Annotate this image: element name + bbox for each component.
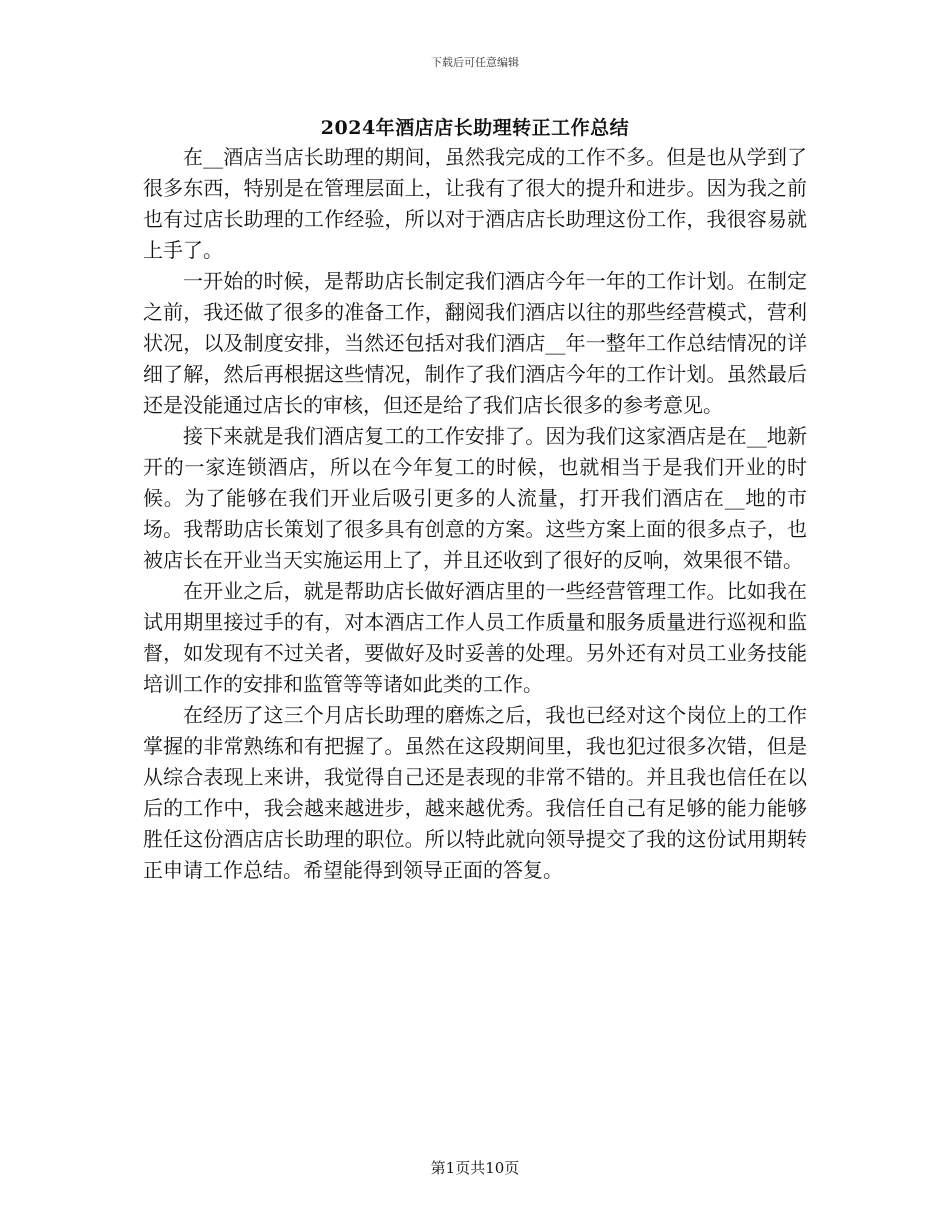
paragraph: 接下来就是我们酒店复工的工作安排了。因为我们这家酒店是在__地新开的一家连锁酒店，所以在今年复工的时候，也就相当于是我们开业的时候。为了能够在我们开业后吸引更多的人流量，打开我们酒店在__地的市场。我帮助店长策划了很多具有创意的方案。这些方案上面的很多点子，也被店长在开业当天实施运用上了，并且还收到了很好的反响，效果很不错。 xyxy=(143,424,807,572)
document-body xyxy=(143,142,807,886)
paragraph: 在__酒店当店长助理的期间，虽然我完成的工作不多。但是也从学到了很多东西，特别是在管理层面上，让我有了很大的提升和进步。因为我之前也有过店长助理的工作经验，所以对于酒店店长助理这份工作，我很容易就上手了。 xyxy=(143,145,807,262)
header-note: 下载后可任意编辑 xyxy=(431,56,519,69)
page-number: 第1页共10页 xyxy=(430,1159,520,1177)
paragraph: 在经历了这三个月店长助理的磨炼之后，我也已经对这个岗位上的工作掌握的非常熟练和有把握了。虽然在这段期间里，我也犯过很多次错，但是从综合表现上来讲，我觉得自己还是表现的非常不错的。并且我也信任在以后的工作中，我会越来越进步，越来越优秀。我信任自己有足够的能力能够胜任这份酒店店长助理的职位。所以特此就向领导提交了我的这份试用期转正申请工作总结。希望能得到领导正面的答复。 xyxy=(143,703,807,882)
document-title: 2024年酒店店长助理转正工作总结 xyxy=(320,117,630,139)
paragraph: 一开始的时候，是帮助店长制定我们酒店今年一年的工作计划。在制定之前，我还做了很多的准备工作，翻阅我们酒店以往的那些经营模式，营利状况，以及制度安排，当然还包括对我们酒店__年一整年工作总结情况的详细了解，然后再根据这些情况，制作了我们酒店今年的工作计划。虽然最后还是没能通过店长的审核，但还是给了我们店长很多的参考意见。 xyxy=(143,269,807,417)
paragraph: 在开业之后，就是帮助店长做好酒店里的一些经营管理工作。比如我在试用期里接过手的有，对本酒店工作人员工作质量和服务质量进行巡视和监督，如发现有不过关者，要做好及时妥善的处理。另外还有对员工业务技能培训工作的安排和监管等等诸如此类的工作。 xyxy=(143,579,807,696)
